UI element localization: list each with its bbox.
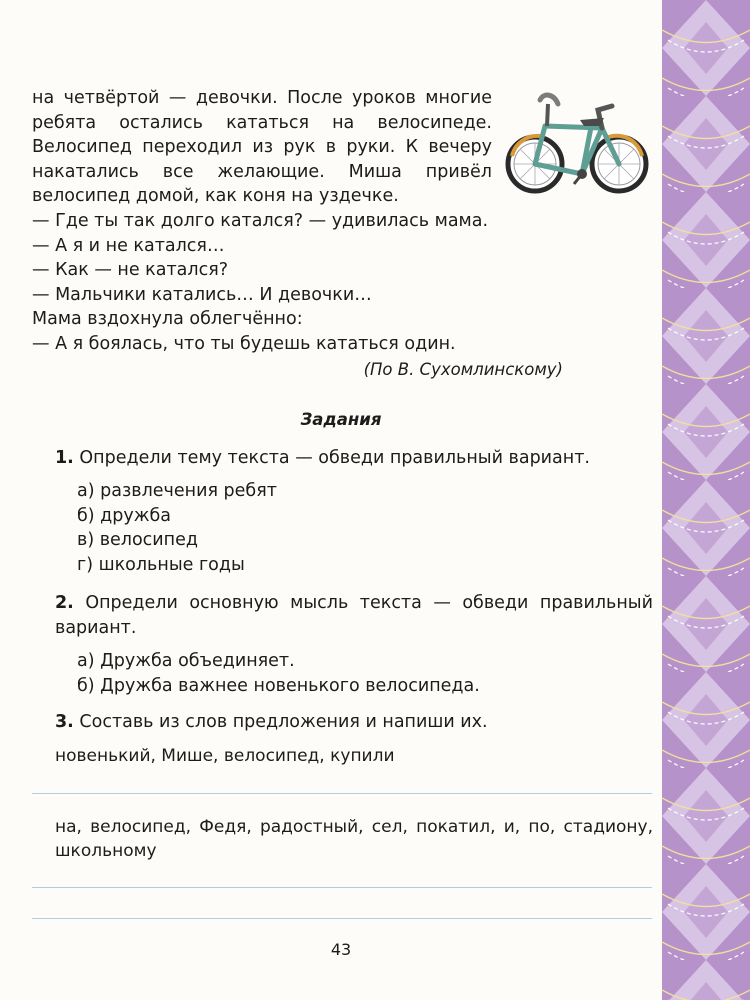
dialogue-line: — А я и не катался… — [32, 235, 225, 256]
task-1 — [55, 446, 653, 471]
option-g[interactable]: г) школьные годы — [77, 554, 245, 575]
source-attribution: (По В. Сухомлинскому) — [363, 360, 563, 379]
tasks-heading: Задания — [300, 410, 382, 429]
task-number: 1. — [55, 448, 74, 468]
writing-line[interactable] — [32, 887, 652, 888]
writing-line[interactable] — [32, 918, 652, 919]
task-number: 3. — [55, 712, 74, 732]
task-3 — [55, 710, 653, 735]
task-text: Определи тему текста — обведи правильный вариант. — [79, 448, 590, 468]
story-line: Мама вздохнула облегчённо: — [32, 309, 303, 330]
task-number: 2. — [55, 593, 74, 613]
task-text: Определи основную мысль текста — обведи правильный вариант. — [55, 593, 653, 638]
writing-line[interactable] — [32, 793, 652, 794]
task-2-options — [77, 649, 480, 698]
dialogue-line: — Как — не катался? — [32, 260, 229, 281]
task-text: Составь из слов предложения и напиши их. — [79, 712, 488, 732]
dialogue-line: — Где ты так долго катался? — удивилась мама. — [32, 210, 489, 231]
decorative-border — [662, 0, 750, 1000]
option-b[interactable]: б) дружба — [77, 505, 172, 526]
option-a[interactable]: а) Дружба объединяет. — [77, 651, 295, 671]
word-set-2: на, велосипед, Федя, радостный, сел, покатил, и, по, стадиону, школьному — [55, 817, 653, 861]
task-1-options — [77, 479, 277, 577]
dialogue-line: — Мальчики катались… И девочки… — [32, 284, 372, 305]
option-b[interactable]: б) Дружба важнее новенького велосипеда. — [77, 675, 480, 696]
story-text — [32, 86, 492, 357]
page-number: 43 — [330, 940, 352, 959]
task-2 — [55, 591, 653, 640]
story-paragraph: на четвёртой — девочки. После уроков многие ребята остались кататься на велосипеде. Велосипед переходил из рук в руки. К вечеру накатались все желающие. Миша привёл велосипед домой, как коня на уздечке. — [32, 88, 492, 207]
word-set-1: новенький, Мише, велосипед, купили — [55, 746, 395, 766]
bicycle-illustration — [500, 86, 650, 198]
option-a[interactable]: а) развлечения ребят — [77, 481, 277, 501]
option-v[interactable]: в) велосипед — [77, 530, 198, 550]
dialogue-line: — А я боялась, что ты будешь кататься один. — [32, 333, 456, 354]
